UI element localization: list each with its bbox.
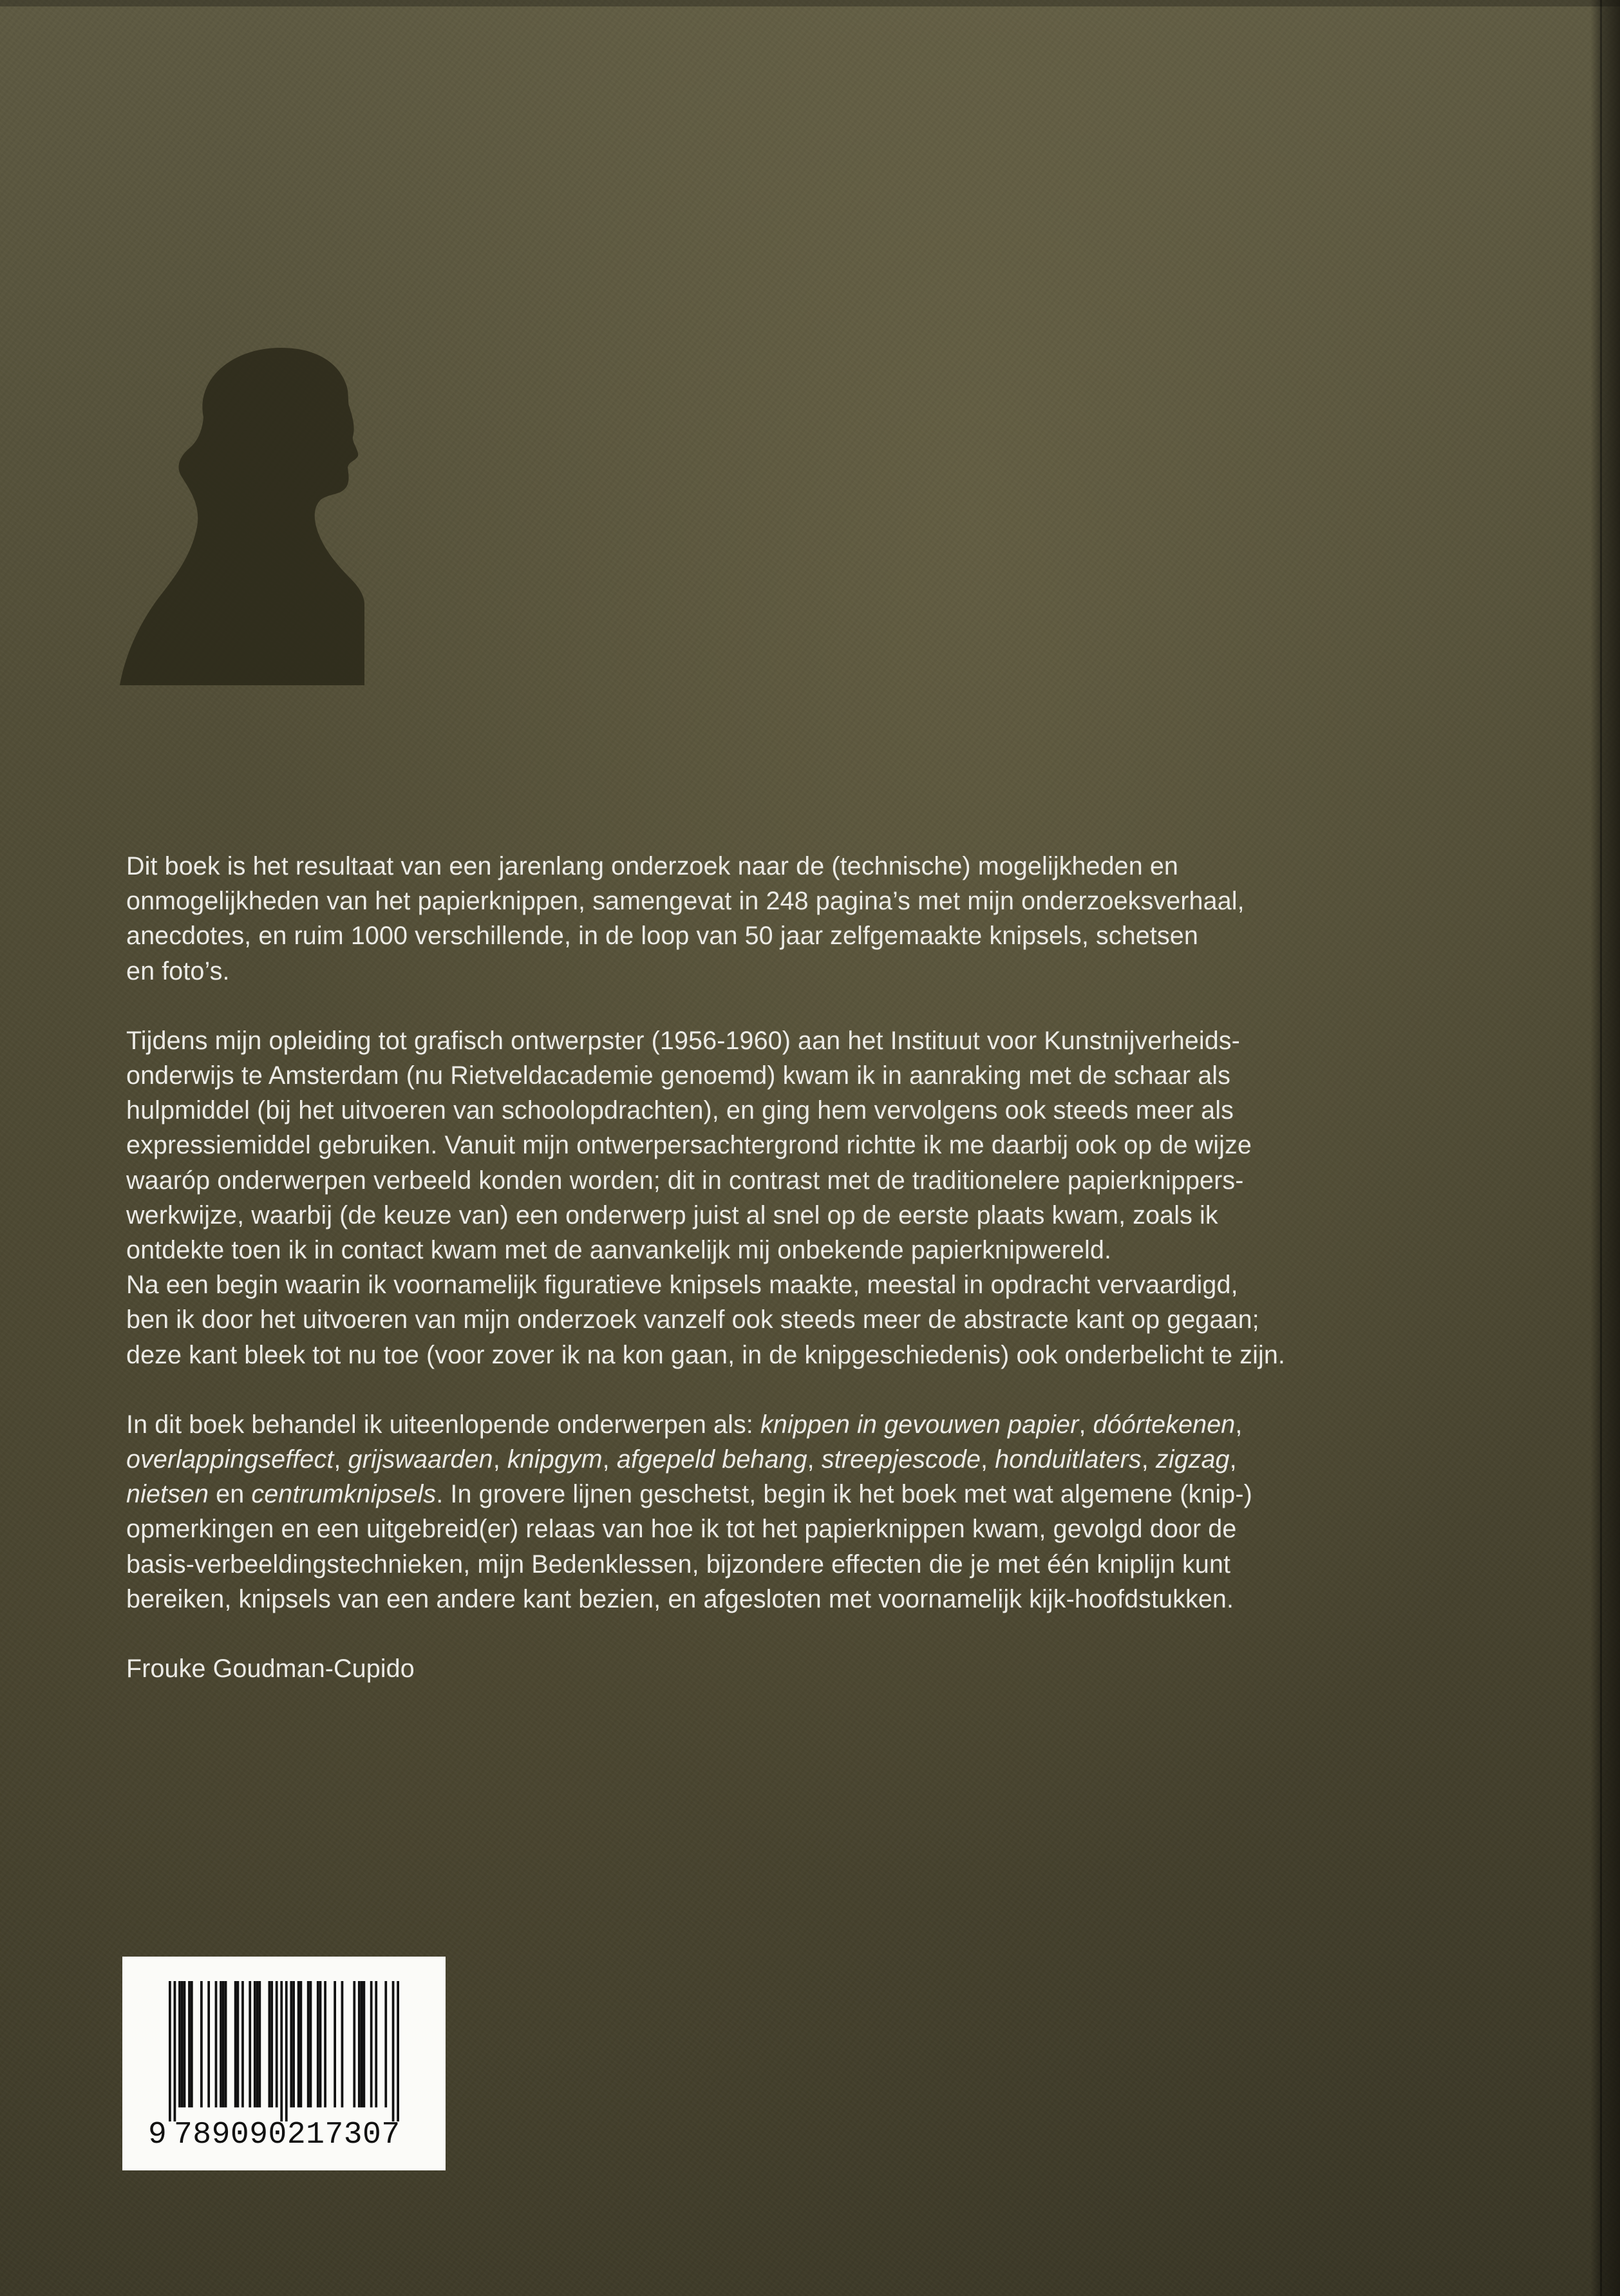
- barcode-bar: [268, 1981, 271, 2107]
- isbn-barcode: [122, 1957, 446, 2170]
- barcode-bar: [191, 1981, 193, 2107]
- text-line: [126, 1407, 1420, 1442]
- text-line: ontdekte toen ik in contact kwam met de aanvankelijk mij onbekende papierknipwereld.: [126, 1236, 1112, 1265]
- text-line: bereiken, knipsels van een andere kant bezien, en afgesloten met voornamelijk kijk-hoofdstukken.: [126, 1584, 1234, 1613]
- barcode-guard-bar: [174, 1981, 176, 2121]
- barcode-bar: [184, 1981, 186, 2107]
- text-line: hulpmiddel (bij het uitvoeren van schoolopdrachten), en ging hem vervolgens ook steeds meer als: [126, 1096, 1234, 1125]
- barcode-bar: [178, 1981, 181, 2107]
- topics-intro: In dit boek behandel ik uiteenlopende onderwerpen als:: [126, 1410, 760, 1439]
- text-line: waaróp onderwerpen verbeeld konden worden; dit in contrast met de traditionelere papierknippers-: [126, 1166, 1244, 1195]
- topics-continuation: . In grovere lijnen geschetst, begin ik het boek met wat algemene (knip-): [436, 1480, 1252, 1509]
- text-line: basis-verbeeldingstechnieken, mijn Bedenklessen, bijzondere effecten die je met één kniplijn kunt: [126, 1550, 1231, 1579]
- silhouette-shape: [120, 348, 364, 685]
- barcode-bar: [358, 1981, 361, 2107]
- barcode-bar: [375, 1981, 377, 2107]
- topic-term: zigzag: [1155, 1445, 1230, 1474]
- topic-term: centrumknipsels: [251, 1480, 437, 1509]
- separator: ,: [334, 1445, 348, 1474]
- separator: ,: [1141, 1445, 1156, 1474]
- barcode-bar: [290, 1981, 292, 2107]
- topic-term: nietsen: [126, 1480, 209, 1509]
- barcode-bar: [324, 1981, 326, 2107]
- education-paragraph: [126, 1023, 1420, 1372]
- text-line: expressiemiddel gebruiken. Vanuit mijn ontwerpersachtergrond richtte ik me daarbij ook op de wijze: [126, 1131, 1252, 1160]
- text-line: en foto’s.: [126, 956, 230, 985]
- separator: ,: [602, 1445, 617, 1474]
- topic-term: overlappingseffect: [126, 1445, 334, 1474]
- barcode-guard-bar: [280, 1981, 283, 2121]
- barcode-bar: [207, 1981, 210, 2107]
- barcode-bar: [384, 1981, 387, 2107]
- barcode-bar: [234, 1981, 237, 2107]
- barcode-bar: [334, 1981, 336, 2107]
- text-line: [126, 1477, 1420, 1512]
- barcode-bar: [297, 1981, 300, 2107]
- barcode-bar: [220, 1981, 222, 2107]
- cover-top-edge: [0, 0, 1620, 6]
- spine-hinge-line: [1600, 0, 1602, 2296]
- barcode-bar: [270, 1981, 273, 2107]
- barcode-bar: [307, 1981, 310, 2107]
- barcode-bar: [256, 1981, 259, 2107]
- author-name: Frouke Goudman-Cupido: [126, 1655, 415, 1684]
- barcode-bar: [317, 1981, 319, 2107]
- barcode-bar: [225, 1981, 227, 2107]
- separator: ,: [807, 1445, 822, 1474]
- barcode-bar: [249, 1981, 251, 2107]
- barcode-digits: 789090217307: [174, 2118, 400, 2152]
- barcode-bar: [241, 1981, 244, 2107]
- barcode-guard-bar: [397, 1981, 399, 2121]
- text-line: onmogelijkheden van het papierknippen, samengevat in 248 pagina’s met mijn onderzoeksverhaal,: [126, 887, 1245, 916]
- text-line: deze kant bleek tot nu toe (voor zover ik na kon gaan, in de knipgeschiedenis) ook onderbelicht te zijn.: [126, 1340, 1285, 1369]
- text-line: werkwijze, waarbij (de keuze van) een onderwerp juist al snel op de eerste plaats kwam, zoals ik: [126, 1200, 1218, 1229]
- topic-term: knipgym: [507, 1445, 603, 1474]
- profile-silhouette-icon: [120, 334, 364, 685]
- text-line: opmerkingen en een uitgebreid(er) relaas van hoe ik tot het papierknippen kwam, gevolgd door de: [126, 1515, 1237, 1544]
- text-line: anecdotes, en ruim 1000 verschillende, in de loop van 50 jaar zelfgemaakte knipsels, schetsen: [126, 922, 1198, 951]
- barcode-bar: [222, 1981, 225, 2107]
- text-line: Dit boek is het resultaat van een jarenlang onderzoek naar de (technische) mogelijkheden en: [126, 852, 1178, 880]
- barcode-bar: [341, 1981, 344, 2107]
- barcode-guard-bar: [169, 1981, 171, 2121]
- barcode-bar: [181, 1981, 184, 2107]
- text-line: [126, 1442, 1420, 1477]
- separator: ,: [1229, 1445, 1237, 1474]
- barcode-bar: [237, 1981, 240, 2107]
- topic-term: dóórtekenen: [1093, 1410, 1236, 1439]
- barcode-bar: [200, 1981, 203, 2107]
- barcode-lead-digit: 9: [148, 2118, 167, 2152]
- barcode-bar: [254, 1981, 256, 2107]
- separator: ,: [493, 1445, 507, 1474]
- separator: ,: [1078, 1410, 1093, 1439]
- barcode-bar: [361, 1981, 363, 2107]
- text-line: Tijdens mijn opleiding tot grafisch ontwerpster (1956-1960) aan het Instituut voor Kunstnijverheids-: [126, 1026, 1240, 1055]
- text-line: Na een begin waarin ik voornamelijk figuratieve knipsels maakte, meestal in opdracht vervaardigd,: [126, 1271, 1238, 1300]
- separator: ,: [1235, 1410, 1243, 1439]
- barcode-bar: [353, 1981, 355, 2107]
- topics-paragraph: [126, 1407, 1420, 1617]
- barcode-bar: [292, 1981, 295, 2107]
- barcode-bar: [215, 1981, 218, 2107]
- barcode-bar: [188, 1981, 191, 2107]
- text-line: onderwijs te Amsterdam (nu Rietveldacademie genoemd) kwam ik in aanraking met de schaar als: [126, 1061, 1230, 1090]
- barcode-bar: [276, 1981, 278, 2107]
- topic-term: honduitlaters: [995, 1445, 1142, 1474]
- text-line: ben ik door het uitvoeren van mijn onderzoek vanzelf ook steeds meer de abstracte kant op gegaan;: [126, 1305, 1259, 1334]
- barcode-bars: [169, 1981, 399, 2121]
- barcode-guard-bar: [392, 1981, 395, 2121]
- barcode-bar: [363, 1981, 365, 2107]
- blurb-text: [126, 849, 1420, 1686]
- topic-term: afgepeld behang: [616, 1445, 807, 1474]
- barcode-bar: [319, 1981, 322, 2107]
- barcode-bar: [370, 1981, 373, 2107]
- separator: ,: [981, 1445, 995, 1474]
- spine-edge: [1590, 0, 1620, 2296]
- topic-term: knippen in gevouwen papier: [760, 1410, 1079, 1439]
- barcode-bar: [299, 1981, 302, 2107]
- barcode-guard-bar: [285, 1981, 288, 2121]
- intro-paragraph: [126, 849, 1420, 989]
- topic-term: streepjescode: [821, 1445, 981, 1474]
- barcode-bar: [258, 1981, 261, 2107]
- conjunction: en: [209, 1480, 252, 1509]
- barcode-bar: [310, 1981, 312, 2107]
- topic-term: grijswaarden: [348, 1445, 493, 1474]
